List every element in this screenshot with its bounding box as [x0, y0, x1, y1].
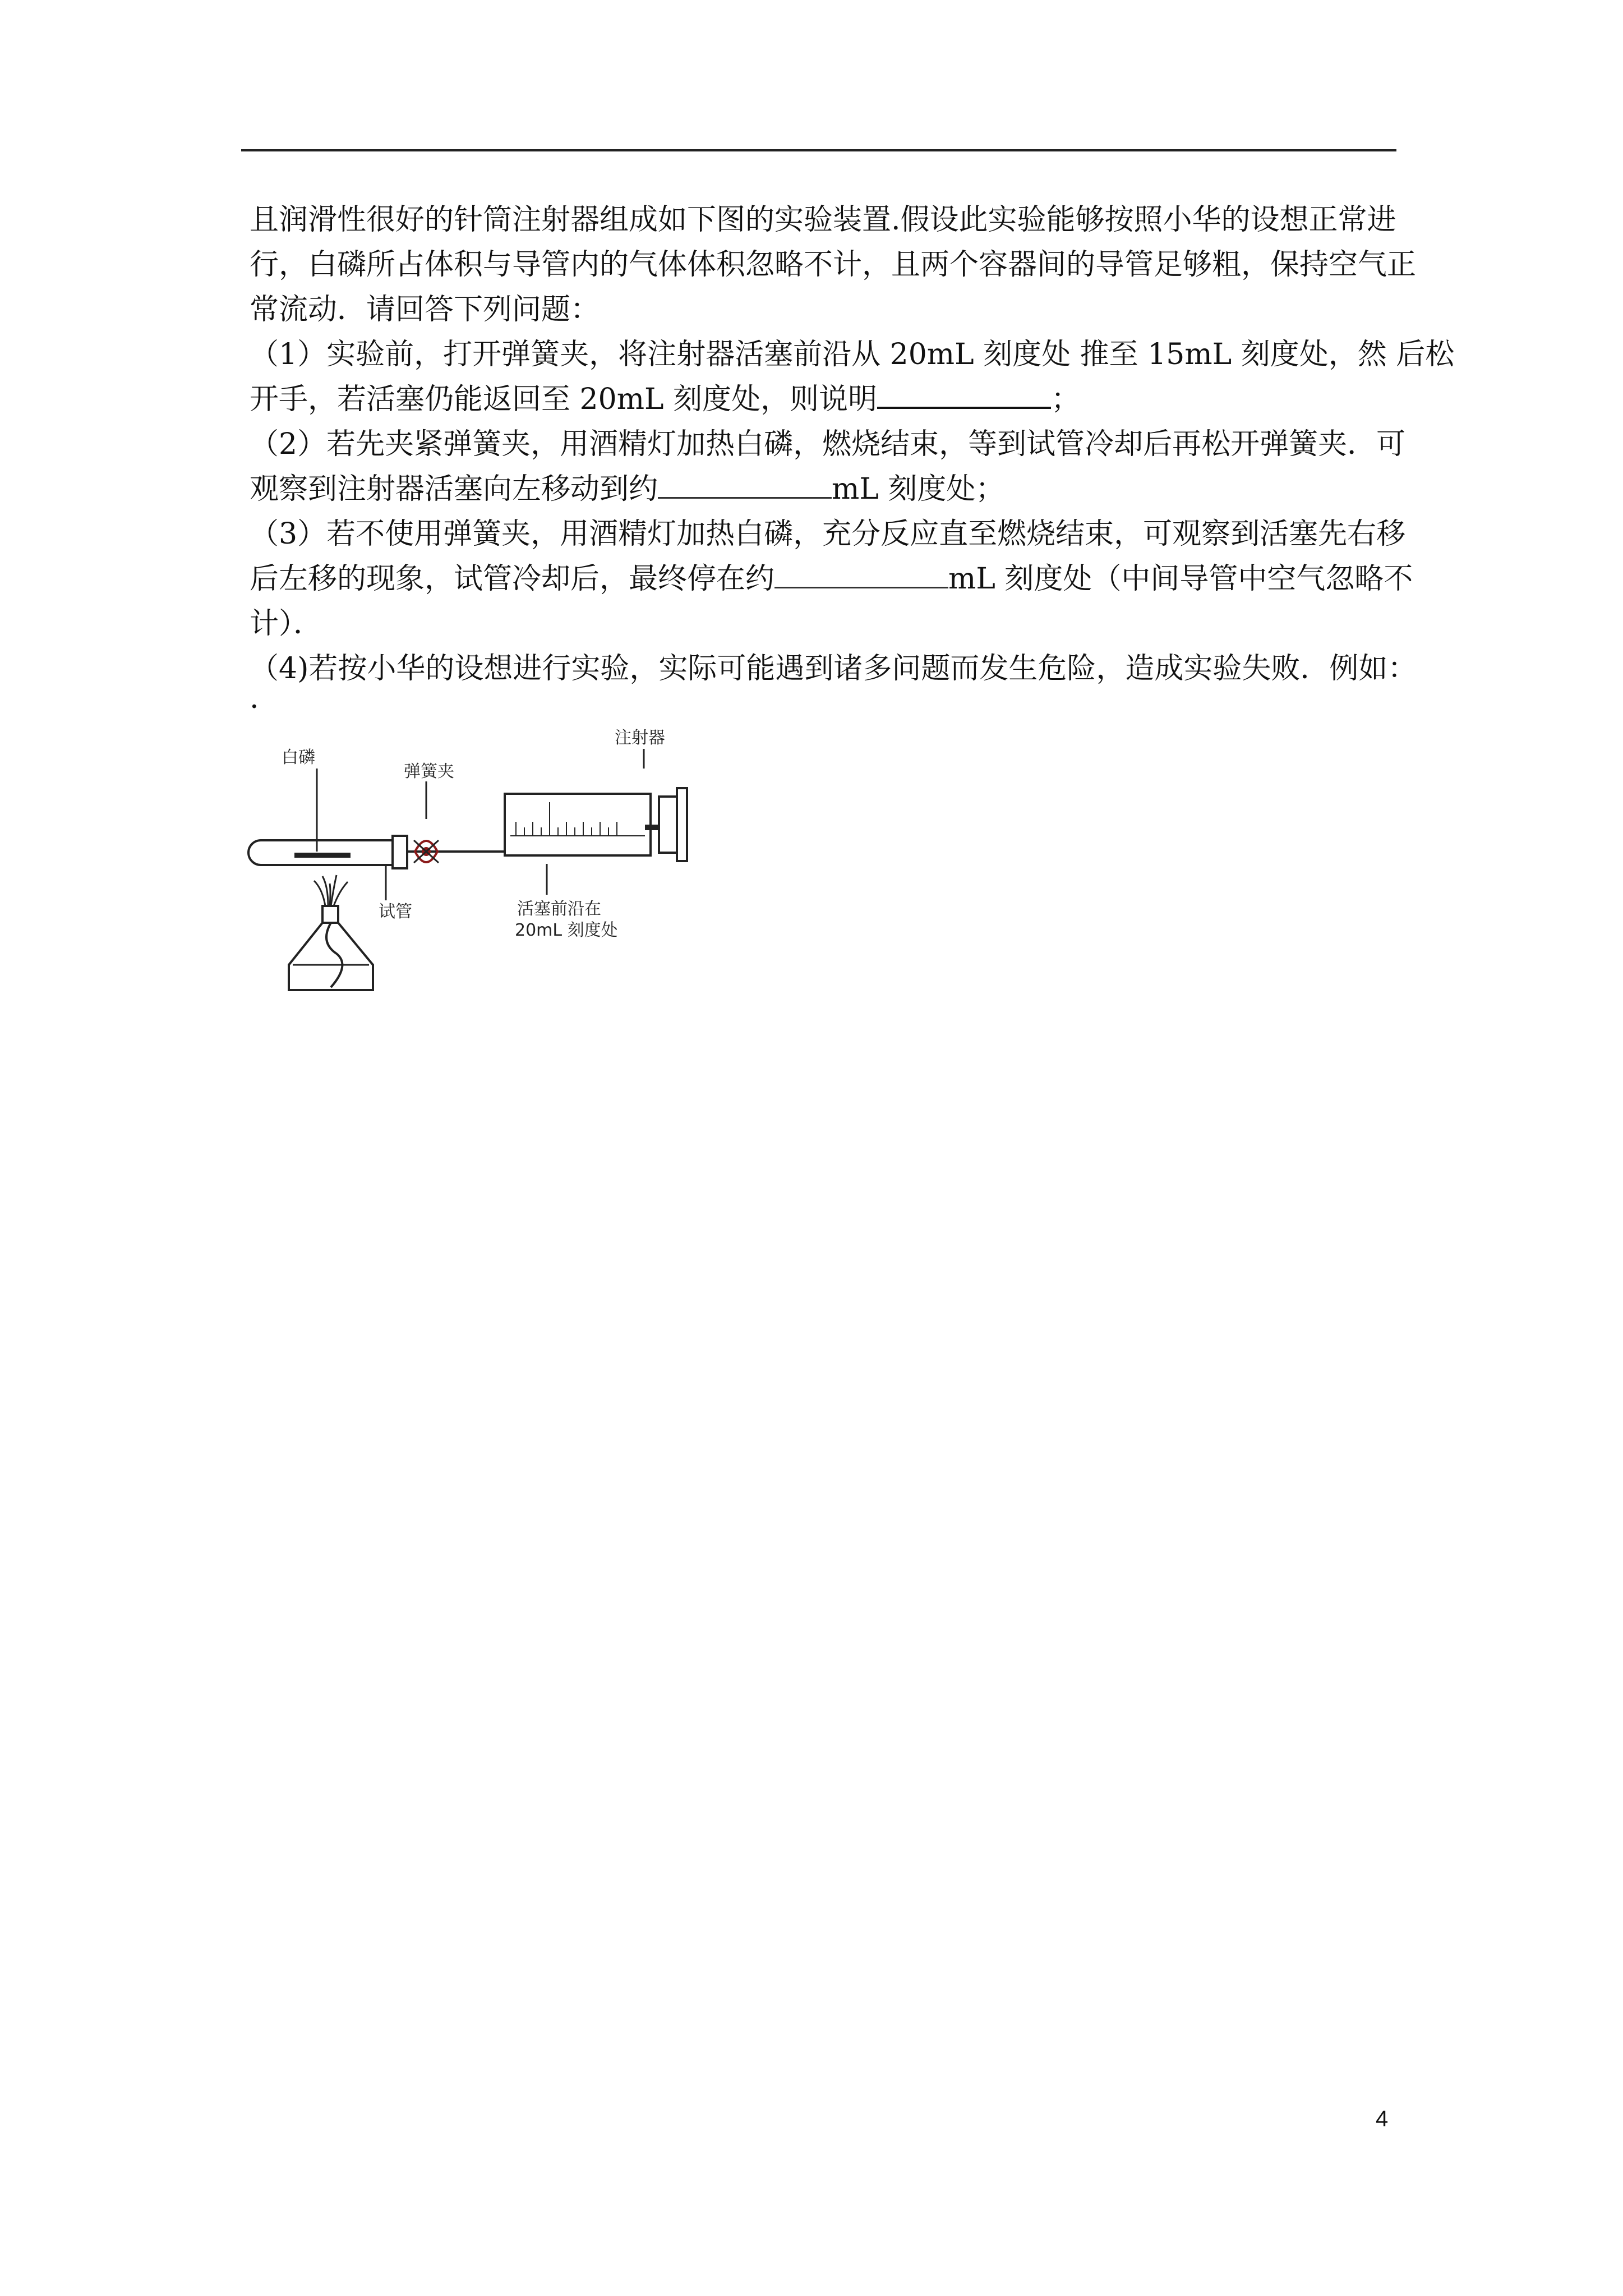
q1-text-after: ； — [1051, 383, 1081, 416]
label-piston-line2: 20mL 刻度处 — [515, 921, 618, 940]
syringe-handle-icon — [677, 788, 687, 861]
page-number: 4 — [1376, 2106, 1389, 2131]
white-phosphorus-icon — [294, 853, 351, 858]
header-rule — [241, 149, 1396, 151]
label-syringe: 注射器 — [615, 728, 665, 748]
syringe-plunger-icon — [659, 797, 677, 853]
q1-line-2 — [250, 377, 1399, 422]
rubber-stopper-icon — [393, 836, 407, 868]
q3-line-2 — [250, 556, 1413, 601]
syringe-barrel-icon — [505, 794, 651, 855]
q2-answer-blank[interactable] — [658, 468, 832, 499]
alcohol-lamp-icon — [289, 906, 373, 990]
q3-line-3: 计）． — [250, 607, 323, 641]
apparatus-figure — [241, 724, 735, 1010]
label-piston-line1: 活塞前沿在 — [517, 899, 601, 919]
q3-text-before: 后左移的现象，试管冷却后，最终停在约 — [250, 562, 775, 596]
q2-text-after: mL 刻度处； — [832, 472, 1005, 506]
intro-line-2: 行，白磷所占体积与导管内的气体体积忽略不计，且两个容器间的导管足够粗，保持空气正 — [250, 248, 1417, 282]
syringe-plunger-rod — [645, 825, 659, 830]
q1-line-1: （1）实验前，打开弹簧夹，将注射器活塞前沿从 20mL 刻度处 推至 15mL 刻度处，然 后松 — [250, 338, 1455, 371]
q2-text-before: 观察到注射器活塞向左移动到约 — [250, 472, 658, 506]
q3-answer-blank[interactable] — [774, 558, 948, 588]
intro-line-3: 常流动．请回答下列问题： — [250, 293, 600, 326]
q4-line-2: . — [250, 682, 259, 715]
intro-line-1: 且润滑性很好的针筒注射器组成如下图的实验装置.假设此实验能够按照小华的设想正常进 — [250, 203, 1396, 237]
label-white-phosphorus: 白磷 — [282, 748, 315, 767]
flame-icon — [314, 875, 348, 906]
q1-text-before: 开手，若活塞仍能返回至 20mL 刻度处，则说明 — [250, 383, 878, 416]
label-test-tube: 试管 — [379, 902, 412, 922]
q2-line-1: （2）若先夹紧弹簧夹，用酒精灯加热白磷，燃烧结束，等到试管冷却后再松开弹簧夹．可 — [250, 427, 1406, 461]
q3-line-1: （3）若不使用弹簧夹，用酒精灯加热白磷，充分反应直至燃烧结束，可观察到活塞先右移 — [250, 517, 1406, 551]
q2-line-2 — [250, 467, 1399, 512]
q3-text-after: mL 刻度处（中间导管中空气忽略不 — [948, 562, 1413, 596]
q4-line-1: （4)若按小华的设想进行实验，实际可能遇到诸多问题而发生危险，造成实验失败．例如： — [250, 652, 1417, 685]
label-spring-clip: 弹簧夹 — [404, 762, 454, 781]
q1-answer-blank[interactable] — [877, 378, 1051, 409]
